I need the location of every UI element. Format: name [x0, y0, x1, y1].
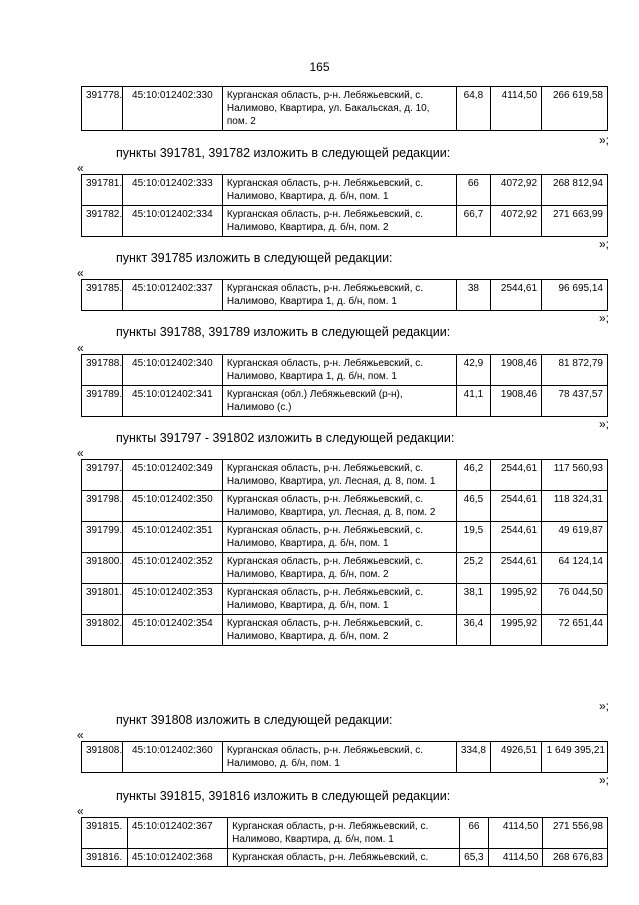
table-row — [82, 584, 608, 615]
address: Курганская область, р-н. Лебяжьевский, с. Налимово, Квартира, ул. Лесная, д. 8, пом. 1 — [222, 460, 456, 491]
unit-price: 4114,50 — [489, 818, 543, 849]
unit-price: 2544,61 — [490, 522, 541, 553]
item-number: 391800. — [82, 553, 123, 584]
property-table — [81, 279, 608, 311]
total-value: 81 872,79 — [542, 355, 608, 386]
address: Курганская область, р-н. Лебяжьевский, с. Налимово, д. б/н, пом. 1 — [222, 742, 456, 773]
item-number: 391797. — [82, 460, 123, 491]
closing-quote: »; — [598, 311, 609, 325]
total-value: 96 695,14 — [542, 280, 608, 311]
cadastral-number: 45:10:012402:354 — [122, 615, 222, 646]
cadastral-number: 45:10:012402:340 — [122, 355, 222, 386]
opening-quote: « — [77, 341, 84, 355]
unit-price: 1908,46 — [490, 386, 541, 417]
table-row — [82, 849, 608, 867]
total-value: 118 324,31 — [542, 491, 608, 522]
unit-price: 2544,61 — [490, 460, 541, 491]
table-row — [82, 491, 608, 522]
total-value: 271 556,98 — [543, 818, 608, 849]
total-value: 49 619,87 — [542, 522, 608, 553]
table-row — [82, 87, 608, 131]
area: 65,3 — [459, 849, 488, 867]
unit-price: 2544,61 — [490, 553, 541, 584]
unit-price: 4114,50 — [489, 849, 543, 867]
unit-price: 4072,92 — [490, 206, 541, 237]
amendment-instruction: пункты 391797 - 391802 изложить в следующей редакции: — [116, 431, 455, 445]
address: Курганская область, р-н. Лебяжьевский, с. Налимово, Квартира 1, д. б/н, пом. 1 — [222, 280, 456, 311]
cadastral-number: 45:10:012402:350 — [122, 491, 222, 522]
area: 46,2 — [456, 460, 490, 491]
item-number: 391788. — [82, 355, 123, 386]
total-value: 271 663,99 — [542, 206, 608, 237]
area: 334,8 — [456, 742, 490, 773]
unit-price: 1995,92 — [490, 584, 541, 615]
total-value: 72 651,44 — [542, 615, 608, 646]
table-row — [82, 553, 608, 584]
cadastral-number: 45:10:012402:352 — [122, 553, 222, 584]
table-row — [82, 206, 608, 237]
total-value: 78 437,57 — [542, 386, 608, 417]
table-row — [82, 386, 608, 417]
total-value: 64 124,14 — [542, 553, 608, 584]
item-number: 391808. — [82, 742, 123, 773]
address: Курганская область, р-н. Лебяжьевский, с. Налимово, Квартира, д. б/н, пом. 1 — [222, 175, 456, 206]
area: 66 — [459, 818, 488, 849]
item-number: 391782. — [82, 206, 123, 237]
table-row — [82, 522, 608, 553]
total-value: 268 812,94 — [542, 175, 608, 206]
closing-quote: »; — [598, 133, 609, 147]
address: Курганская область, р-н. Лебяжьевский, с. Налимово, Квартира, ул. Бакальская, д. 10, пом. 2 — [222, 87, 456, 131]
closing-quote: »; — [598, 773, 609, 787]
property-table — [81, 174, 608, 237]
table-row — [82, 280, 608, 311]
amendment-instruction: пункты 391788, 391789 изложить в следующей редакции: — [116, 325, 451, 339]
amendment-instruction: пункт 391785 изложить в следующей редакции: — [116, 251, 393, 265]
cadastral-number: 45:10:012402:351 — [122, 522, 222, 553]
item-number: 391789. — [82, 386, 123, 417]
area: 42,9 — [456, 355, 490, 386]
area: 36,4 — [456, 615, 490, 646]
area: 46,5 — [456, 491, 490, 522]
cadastral-number: 45:10:012402:367 — [127, 818, 227, 849]
unit-price: 2544,61 — [490, 491, 541, 522]
address: Курганская область, р-н. Лебяжьевский, с. — [228, 849, 460, 867]
area: 66 — [456, 175, 490, 206]
amendment-instruction: пункт 391808 изложить в следующей редакции: — [116, 713, 393, 727]
cadastral-number: 45:10:012402:333 — [122, 175, 222, 206]
opening-quote: « — [77, 161, 84, 175]
item-number: 391781. — [82, 175, 123, 206]
cadastral-number: 45:10:012402:349 — [122, 460, 222, 491]
property-table — [81, 817, 608, 867]
opening-quote: « — [77, 266, 84, 280]
total-value: 117 560,93 — [542, 460, 608, 491]
property-table — [81, 741, 608, 773]
area: 38,1 — [456, 584, 490, 615]
property-table — [81, 354, 608, 417]
address: Курганская область, р-н. Лебяжьевский, с. Налимово, Квартира 1, д. б/н, пом. 1 — [222, 355, 456, 386]
item-number: 391802. — [82, 615, 123, 646]
unit-price: 4114,50 — [490, 87, 541, 131]
total-value: 266 619,58 — [542, 87, 608, 131]
item-number: 391815. — [82, 818, 128, 849]
total-value: 76 044,50 — [542, 584, 608, 615]
table-row — [82, 460, 608, 491]
item-number: 391785. — [82, 280, 123, 311]
address: Курганская область, р-н. Лебяжьевский, с. Налимово, Квартира, д. б/н, пом. 1 — [228, 818, 460, 849]
address: Курганская (обл.) Лебяжьевский (р-н), Налимово (с.) — [222, 386, 456, 417]
table-row — [82, 355, 608, 386]
closing-quote: »; — [598, 699, 609, 713]
address: Курганская область, р-н. Лебяжьевский, с. Налимово, Квартира, д. б/н, пом. 2 — [222, 206, 456, 237]
page-number: 165 — [309, 60, 330, 74]
cadastral-number: 45:10:012402:353 — [122, 584, 222, 615]
table-row — [82, 615, 608, 646]
opening-quote: « — [77, 446, 84, 460]
item-number: 391816. — [82, 849, 128, 867]
area: 25,2 — [456, 553, 490, 584]
area: 19,5 — [456, 522, 490, 553]
address: Курганская область, р-н. Лебяжьевский, с. Налимово, Квартира, д. б/н, пом. 1 — [222, 584, 456, 615]
area: 38 — [456, 280, 490, 311]
amendment-instruction: пункты 391781, 391782 изложить в следующей редакции: — [116, 146, 451, 160]
area: 41,1 — [456, 386, 490, 417]
unit-price: 4926,51 — [490, 742, 541, 773]
opening-quote: « — [77, 728, 84, 742]
item-number: 391799. — [82, 522, 123, 553]
cadastral-number: 45:10:012402:334 — [122, 206, 222, 237]
unit-price: 4072,92 — [490, 175, 541, 206]
table-row — [82, 818, 608, 849]
unit-price: 1908,46 — [490, 355, 541, 386]
table-row — [82, 742, 608, 773]
total-value: 268 676,83 — [543, 849, 608, 867]
opening-quote: « — [77, 804, 84, 818]
property-table — [81, 459, 608, 646]
table-row — [82, 175, 608, 206]
item-number: 391798. — [82, 491, 123, 522]
address: Курганская область, р-н. Лебяжьевский, с. Налимово, Квартира, ул. Лесная, д. 8, пом. 2 — [222, 491, 456, 522]
area: 64,8 — [456, 87, 490, 131]
property-table — [81, 86, 608, 131]
cadastral-number: 45:10:012402:368 — [127, 849, 227, 867]
area: 66,7 — [456, 206, 490, 237]
total-value: 1 649 395,21 — [542, 742, 608, 773]
cadastral-number: 45:10:012402:341 — [122, 386, 222, 417]
unit-price: 1995,92 — [490, 615, 541, 646]
address: Курганская область, р-н. Лебяжьевский, с. Налимово, Квартира, д. б/н, пом. 2 — [222, 553, 456, 584]
cadastral-number: 45:10:012402:337 — [122, 280, 222, 311]
address: Курганская область, р-н. Лебяжьевский, с. Налимово, Квартира, д. б/н, пом. 1 — [222, 522, 456, 553]
item-number: 391801. — [82, 584, 123, 615]
cadastral-number: 45:10:012402:360 — [122, 742, 222, 773]
unit-price: 2544,61 — [490, 280, 541, 311]
address: Курганская область, р-н. Лебяжьевский, с. Налимово, Квартира, д. б/н, пом. 2 — [222, 615, 456, 646]
cadastral-number: 45:10:012402:330 — [122, 87, 222, 131]
closing-quote: »; — [598, 417, 609, 431]
item-number: 391778. — [82, 87, 123, 131]
closing-quote: »; — [598, 237, 609, 251]
amendment-instruction: пункты 391815, 391816 изложить в следующей редакции: — [116, 789, 451, 803]
